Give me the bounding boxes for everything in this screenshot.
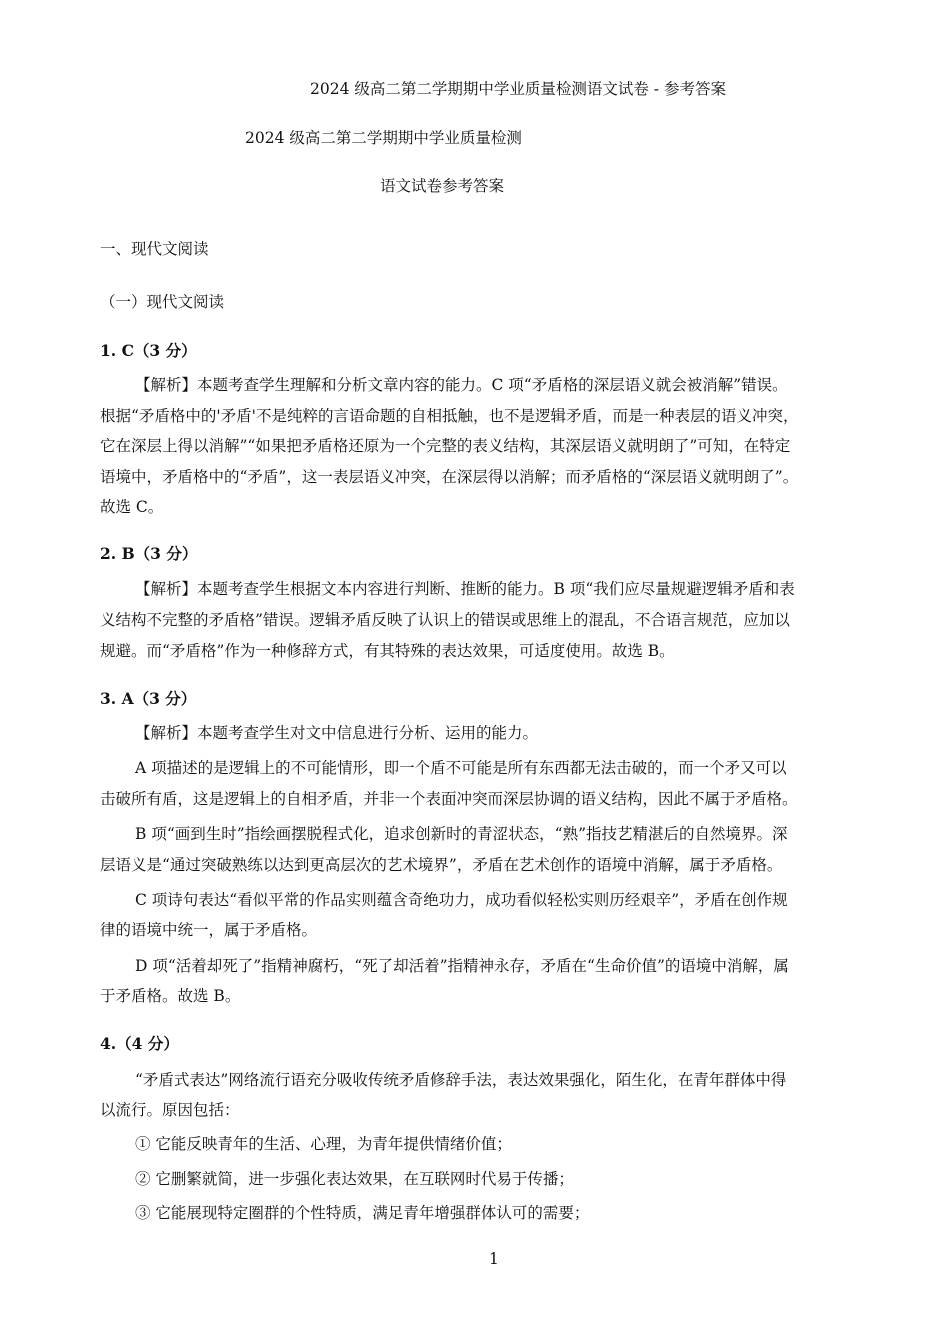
running-header: 2024 级高二第二学期期中学业质量检测语文试卷 - 参考答案 [310,80,726,98]
question-3-heading: 3. A（3 分） [100,689,197,708]
document-title: 2024 级高二第二学期期中学业质量检测 [245,129,522,147]
question-3-line: 层语义是“通过突破熟练以达到更高层次的艺术境界”，矛盾在艺术创作的语境中消解，属于矛盾格。 [100,856,783,874]
page-number: 1 [489,1250,499,1268]
question-3-line: 律的语境中统一，属于矛盾格。 [100,921,318,939]
question-3-line: 击破所有盾，这是逻辑上的自相矛盾，并非一个表面冲突而深层协调的语义结构，因此不属于矛盾格。 [100,790,798,808]
question-2-heading: 2. B（3 分） [100,544,198,563]
question-3-line: B 项“画到生时”指绘画摆脱程式化，追求创新时的青涩状态，“熟”指技艺精湛后的自然境界。深 [135,825,788,843]
question-1-heading: 1. C（3 分） [100,341,197,360]
question-4-heading: 4.（4 分） [100,1034,179,1053]
question-4-line: 以流行。原因包括： [100,1101,240,1119]
question-3-line: 【解析】本题考查学生对文中信息进行分析、运用的能力。 [135,724,539,742]
question-2-line: 【解析】本题考查学生根据文本内容进行判断、推断的能力。B 项“我们应尽量规避逻辑矛盾和表 [135,580,795,598]
subsection-heading: （一）现代文阅读 [100,293,225,311]
question-1-line: 它在深层上得以消解”“如果把矛盾格还原为一个完整的表义结构，其深层语义就明朗了”可知，在特定 [100,437,791,455]
question-4-line: “矛盾式表达”网络流行语充分吸收传统矛盾修辞手法，表达效果强化，陌生化，在青年群体中得 [135,1071,787,1089]
question-2-line: 义结构不完整的矛盾格”错误。逻辑矛盾反映了认识上的错误或思维上的混乱，不合语言规范，应加以 [100,611,790,629]
question-4-line: ② 它删繁就简，进一步强化表达效果，在互联网时代易于传播； [135,1170,574,1188]
question-1-line: 根据“矛盾格中的'矛盾'不是纯粹的言语命题的自相抵触，也不是逻辑矛盾，而是一种表层的语义冲突， [100,407,799,425]
question-3-line: A 项描述的是逻辑上的不可能情形，即一个盾不可能是所有东西都无法击破的，而一个矛又可以 [135,759,787,777]
question-1-line: 故选 C。 [100,498,164,516]
question-4-line: ① 它能反映青年的生活、心理，为青年提供情绪价值； [135,1135,512,1153]
question-3-line: C 项诗句表达“看似平常的作品实则蕴含奇绝功力，成功看似轻松实则历经艰辛”，矛盾在创作规 [135,891,788,909]
document-subtitle: 语文试卷参考答案 [380,177,505,195]
question-3-line: 于矛盾格。故选 B。 [100,987,241,1005]
question-1-line: 语境中，矛盾格中的“矛盾”，这一表层语义冲突，在深层得以消解；而矛盾格的“深层语义就明朗了”。 [100,468,799,486]
question-4-line: ③ 它能展现特定圈群的个性特质，满足青年增强群体认可的需要； [135,1204,590,1222]
question-3-line: D 项“活着却死了”指精神腐朽，“死了却活着”指精神永存，矛盾在“生命价值”的语境中消解，属 [135,957,789,975]
section-heading: 一、现代文阅读 [100,240,209,258]
question-2-line: 规避。而“矛盾格”作为一种修辞方式，有其特殊的表达效果，可适度使用。故选 B。 [100,642,675,660]
question-1-line: 【解析】本题考查学生理解和分析文章内容的能力。C 项“矛盾格的深层语义就会被消解”错误。 [135,376,788,394]
